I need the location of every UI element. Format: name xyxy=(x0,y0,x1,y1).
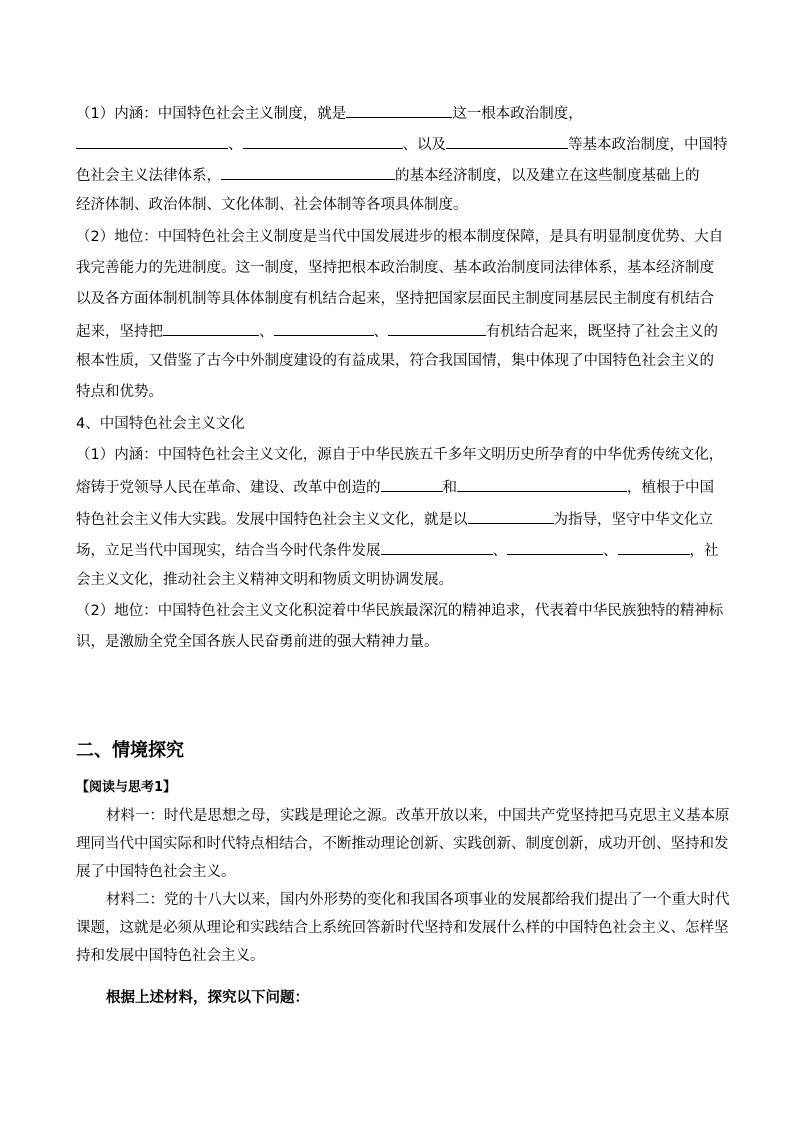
text: 起来，坚持把 xyxy=(76,324,163,340)
text: 特色社会主义伟大实践。发展中国特色社会主义文化，就是以 xyxy=(76,512,468,528)
text: 、 xyxy=(259,324,274,340)
fill-blank[interactable] xyxy=(346,102,452,118)
text: 、以及 xyxy=(402,137,446,153)
fill-blank[interactable] xyxy=(163,320,259,336)
material-2-line-2: 课题，这就是必须从理论和实践结合上系统回答新时代坚持和发展什么样的中国特色社会主义、怎样坚 xyxy=(76,920,729,936)
material-1-line-2: 理同当代中国实际和时代特点相结合，不断推动理论创新、实践创新、制度创新，成功开创、坚持和发 xyxy=(76,836,729,852)
s2-line-3 xyxy=(76,508,726,530)
fill-blank[interactable] xyxy=(274,320,374,336)
s1-line-7: 以及各方面体制机制等具体体制度有机结合起来，坚持把国家层面民主制度同基层民主制度有机结合 xyxy=(76,291,714,307)
text: 、 xyxy=(228,137,243,153)
fill-blank[interactable] xyxy=(618,539,690,555)
text: 为指导，坚守中华文化立 xyxy=(553,512,713,528)
text: ，植根于中国 xyxy=(627,480,714,496)
fill-blank[interactable] xyxy=(243,133,403,149)
material-1-line-1: 材料一：时代是思想之母，实践是理论之源。改革开放以来，中国共产党坚持把马克思主义基本原 xyxy=(106,808,730,824)
fill-blank[interactable] xyxy=(457,476,627,492)
text: （1）内涵：中国特色社会主义制度，就是 xyxy=(76,106,347,122)
material-2-line-1: 材料二：党的十八大以来，国内外形势的变化和我国各项事业的发展都给我们提出了一个重大时代 xyxy=(106,892,730,908)
fill-blank[interactable] xyxy=(507,539,603,555)
fill-blank[interactable] xyxy=(381,539,493,555)
text: 的基本经济制度，以及建立在这些制度基础上的 xyxy=(395,168,700,184)
s1-line-8 xyxy=(76,320,726,342)
text: 、 xyxy=(492,543,507,559)
text: 熔铸于党领导人民在革命、建设、改革中创造的 xyxy=(76,480,381,496)
s2-line-1: （1）内涵：中国特色社会主义文化，源自于中华民族五千多年文明历史所孕育的中华优秀传统文化， xyxy=(76,447,724,463)
fill-blank[interactable] xyxy=(468,508,554,524)
s2-line-5: 会主义文化，推动社会主义精神文明和物质文明协调发展。 xyxy=(76,572,453,588)
s1-line-2 xyxy=(76,133,726,155)
s2-line-6: （2）地位：中国特色社会主义文化积淀着中华民族最深沉的精神追求，代表着中华民族独特的精神标 xyxy=(76,603,724,619)
read-think-label: 【阅读与思考1】 xyxy=(76,780,177,795)
s1-line-6: 我完善能力的先进制度。这一制度，坚持把根本政治制度、基本政治制度同法律体系，基本经济制度 xyxy=(76,260,714,276)
text: 、 xyxy=(373,324,388,340)
s1-line-10: 特点和优势。 xyxy=(76,384,163,400)
s1-line-5: （2）地位：中国特色社会主义制度是当代中国发展进步的根本制度保障，是具有明显制度优势、大自 xyxy=(76,229,724,245)
s1-line-4: 经济体制、政治体制、文化体制、社会体制等各项具体制度。 xyxy=(76,197,468,213)
text: 、 xyxy=(603,543,618,559)
culture-heading: 4、中国特色社会主义文化 xyxy=(76,416,245,432)
fill-blank[interactable] xyxy=(221,164,395,180)
s1-line-3 xyxy=(76,164,726,186)
section-title: 二、情境探究 xyxy=(76,740,184,761)
s2-line-4 xyxy=(76,539,726,561)
s1-line-9: 根本性质，又借鉴了古今中外制度建设的有益成果，符合我国国情，集中体现了中国特色社会主义的 xyxy=(76,353,714,369)
text: 色社会主义法律体系， xyxy=(76,168,221,184)
text: 这一根本政治制度， xyxy=(452,106,583,122)
s2-line-7: 识，是激励全党全国各族人民奋勇前进的强大精神力量。 xyxy=(76,634,439,650)
text: 等基本政治制度，中国特 xyxy=(568,137,728,153)
fill-blank[interactable] xyxy=(388,320,486,336)
fill-blank[interactable] xyxy=(76,133,228,149)
material-2-line-3: 持和发展中国特色社会主义。 xyxy=(76,948,265,964)
text: 和 xyxy=(442,480,457,496)
fill-blank[interactable] xyxy=(381,476,443,492)
text: 有机结合起来，既坚持了社会主义的 xyxy=(486,324,718,340)
question-prompt: 根据上述材料，探究以下问题： xyxy=(106,990,309,1006)
fill-blank[interactable] xyxy=(446,133,568,149)
s2-line-2 xyxy=(76,476,726,498)
s1-line-1 xyxy=(76,102,726,124)
text: ，社 xyxy=(689,543,719,559)
text: 场，立足当代中国现实，结合当今时代条件发展 xyxy=(76,543,381,559)
material-1-line-3: 展了中国特色社会主义。 xyxy=(76,864,236,880)
